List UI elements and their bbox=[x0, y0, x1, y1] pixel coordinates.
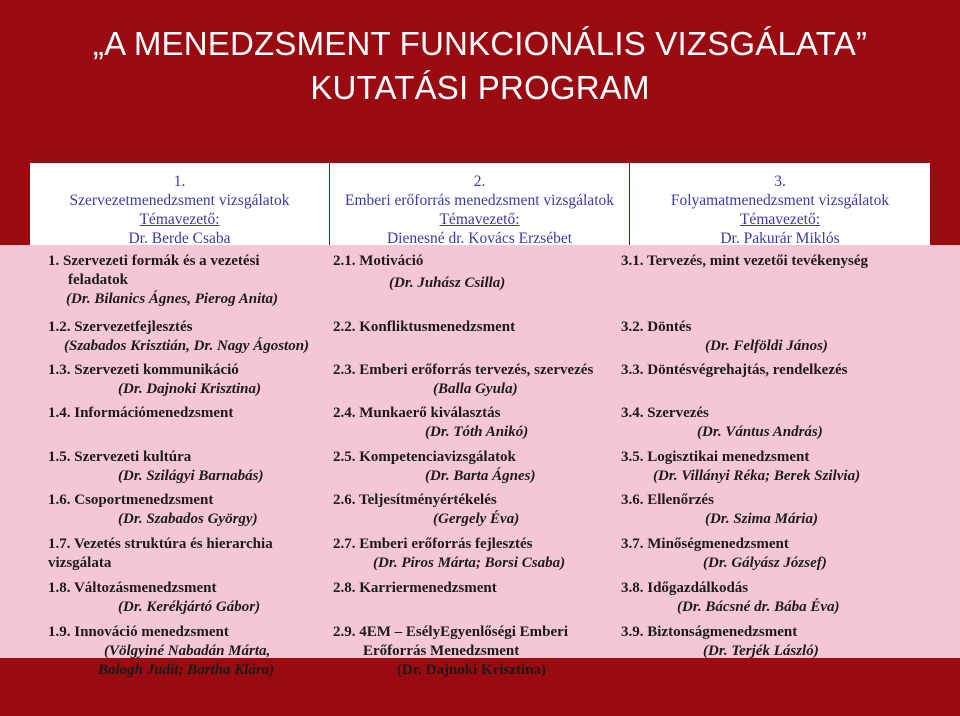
item-title: 3.8. Időgazdálkodás bbox=[621, 580, 749, 596]
item-title: 3.5. Logisztikai menedzsment bbox=[621, 449, 810, 465]
item-1-9 bbox=[48, 623, 318, 680]
item-authors: (Balla Gyula) bbox=[433, 381, 518, 397]
item-3-7 bbox=[621, 535, 921, 573]
leader-name: Dr. Pakurár Miklós bbox=[720, 230, 840, 247]
item-3-4 bbox=[621, 404, 921, 442]
item-3-8 bbox=[621, 579, 921, 617]
title-line-2: KUTATÁSI PROGRAM bbox=[310, 69, 650, 106]
item-title-cont: feladatok bbox=[68, 272, 128, 288]
item-title: 1.4. Információmenedzsment bbox=[48, 405, 234, 421]
item-title-cont: vizsgálata bbox=[48, 555, 112, 571]
item-title: 3.7. Minőségmenedzsment bbox=[621, 536, 789, 552]
item-authors: (Dr. Tóth Anikó) bbox=[425, 424, 529, 440]
item-authors: (Dr. Juhász Csilla) bbox=[389, 275, 506, 291]
column-number: 1. bbox=[173, 173, 186, 190]
item-2-6 bbox=[333, 491, 618, 529]
item-title: 1. Szervezeti formák és a vezetési bbox=[48, 253, 260, 269]
item-title: 3.1. Tervezés, mint vezetői tevékenység bbox=[621, 253, 869, 269]
item-title: 2.5. Kompetenciavizsgálatok bbox=[333, 449, 516, 465]
item-title: 1.9. Innováció menedzsment bbox=[48, 624, 229, 640]
item-3-9 bbox=[621, 623, 921, 661]
column-name: Folyamatmenedzsment vizsgálatok bbox=[670, 192, 890, 209]
item-authors: (Dr. Felföldi János) bbox=[705, 338, 828, 354]
item-title: 2.2. Konfliktusmenedzsment bbox=[333, 319, 516, 335]
item-1-2 bbox=[48, 318, 328, 356]
item-3-3 bbox=[621, 361, 921, 380]
item-title: 2.7. Emberi erőforrás fejlesztés bbox=[333, 536, 533, 552]
leader-name: Dr. Berde Csaba bbox=[128, 230, 231, 247]
item-3-2 bbox=[621, 318, 921, 356]
column-header-2 bbox=[330, 163, 630, 245]
item-title-cont: Erőforrás Menedzsment bbox=[363, 643, 520, 659]
column-header-3 bbox=[630, 163, 930, 245]
item-2-5 bbox=[333, 448, 618, 486]
column-name: Emberi erőforrás menedzsment vizsgálatok bbox=[345, 192, 614, 209]
item-title: 3.9. Biztonságmenedzsment bbox=[621, 624, 798, 640]
item-1-3 bbox=[48, 361, 318, 399]
item-title: 2.8. Karriermenedzsment bbox=[333, 580, 497, 596]
item-authors: (Dr. Dajnoki Krisztina) bbox=[118, 381, 261, 397]
item-title: 2.3. Emberi erőforrás tervezés, szervezés bbox=[333, 362, 594, 378]
item-authors: (Dr. Bácsné dr. Bába Éva) bbox=[677, 599, 840, 615]
column-number: 2. bbox=[473, 173, 486, 190]
item-1-7 bbox=[48, 535, 318, 573]
leader-label: Témavezető: bbox=[439, 211, 520, 228]
item-authors: (Dr. Gályász József) bbox=[703, 555, 827, 571]
item-2-4 bbox=[333, 404, 618, 442]
item-3-5 bbox=[621, 448, 921, 486]
item-authors: (Dr. Dajnoki Krisztina) bbox=[397, 662, 547, 678]
item-title: 2.1. Motiváció bbox=[333, 253, 424, 269]
item-1-4 bbox=[48, 404, 318, 423]
column-name: Szervezetmenedzsment vizsgálatok bbox=[69, 192, 290, 209]
item-2-1 bbox=[333, 252, 618, 293]
title-line-1: „A MENEDZSMENT FUNKCIONÁLIS VIZSGÁLATA” bbox=[92, 25, 868, 62]
item-authors: (Dr. Szabados György) bbox=[118, 511, 258, 527]
item-3-1 bbox=[621, 252, 921, 271]
item-2-3 bbox=[333, 361, 618, 399]
item-1-6 bbox=[48, 491, 318, 529]
item-authors: (Dr. Piros Márta; Borsi Csaba) bbox=[373, 555, 566, 571]
leader-label: Témavezető: bbox=[739, 211, 821, 228]
item-title: 1.7. Vezetés struktúra és hierarchia bbox=[48, 536, 273, 552]
item-title: 1.8. Változásmenedzsment bbox=[48, 580, 217, 596]
leader-label: Témavezető: bbox=[139, 211, 220, 228]
item-1-1 bbox=[48, 252, 318, 309]
item-title: 1.2. Szervezetfejlesztés bbox=[48, 319, 193, 335]
item-title: 1.3. Szervezeti kommunikáció bbox=[48, 362, 239, 378]
item-authors: (Dr. Kerékjártó Gábor) bbox=[118, 599, 261, 615]
item-authors: (Dr. Terjék László) bbox=[703, 643, 819, 659]
item-1-8 bbox=[48, 579, 318, 617]
item-title: 3.3. Döntésvégrehajtás, rendelkezés bbox=[621, 362, 848, 378]
item-authors: (Dr. Bilanics Ágnes, Pierog Anita) bbox=[66, 291, 278, 307]
item-title: 3.6. Ellenőrzés bbox=[621, 492, 714, 508]
item-authors: (Völgyiné Nabadán Márta, bbox=[104, 643, 271, 659]
item-title: 3.2. Döntés bbox=[621, 319, 692, 335]
column-number: 3. bbox=[774, 173, 786, 190]
leader-name: Dienesné dr. Kovács Erzsébet bbox=[386, 230, 573, 247]
item-authors: (Szabados Krisztián, Dr. Nagy Ágoston) bbox=[64, 338, 310, 354]
column-header-1 bbox=[30, 163, 330, 245]
item-1-5 bbox=[48, 448, 318, 486]
item-authors: (Dr. Barta Ágnes) bbox=[425, 468, 536, 484]
item-authors: (Dr. Villányi Réka; Berek Szilvia) bbox=[653, 468, 861, 484]
item-title: 3.4. Szervezés bbox=[621, 405, 709, 421]
item-authors: (Dr. Vántus András) bbox=[697, 424, 823, 440]
item-2-2 bbox=[333, 318, 618, 337]
item-title: 1.6. Csoportmenedzsment bbox=[48, 492, 214, 508]
item-authors: (Dr. Szilágyi Barnabás) bbox=[118, 468, 264, 484]
item-title: 2.4. Munkaerő kiválasztás bbox=[333, 405, 501, 421]
item-title: 2.9. 4EM – EsélyEgyenlőségi Emberi bbox=[333, 624, 568, 640]
slide-title bbox=[0, 22, 960, 110]
item-2-7 bbox=[333, 535, 618, 573]
item-2-8 bbox=[333, 579, 618, 598]
item-title: 2.6. Teljesítményértékelés bbox=[333, 492, 497, 508]
item-authors: (Gergely Éva) bbox=[433, 511, 520, 527]
item-3-6 bbox=[621, 491, 921, 529]
item-authors: (Dr. Szima Mária) bbox=[705, 511, 818, 527]
item-title: 1.5. Szervezeti kultúra bbox=[48, 449, 192, 465]
item-authors-cont: Balogh Judit; Bartha Klára) bbox=[98, 662, 275, 678]
item-2-9 bbox=[333, 623, 623, 680]
